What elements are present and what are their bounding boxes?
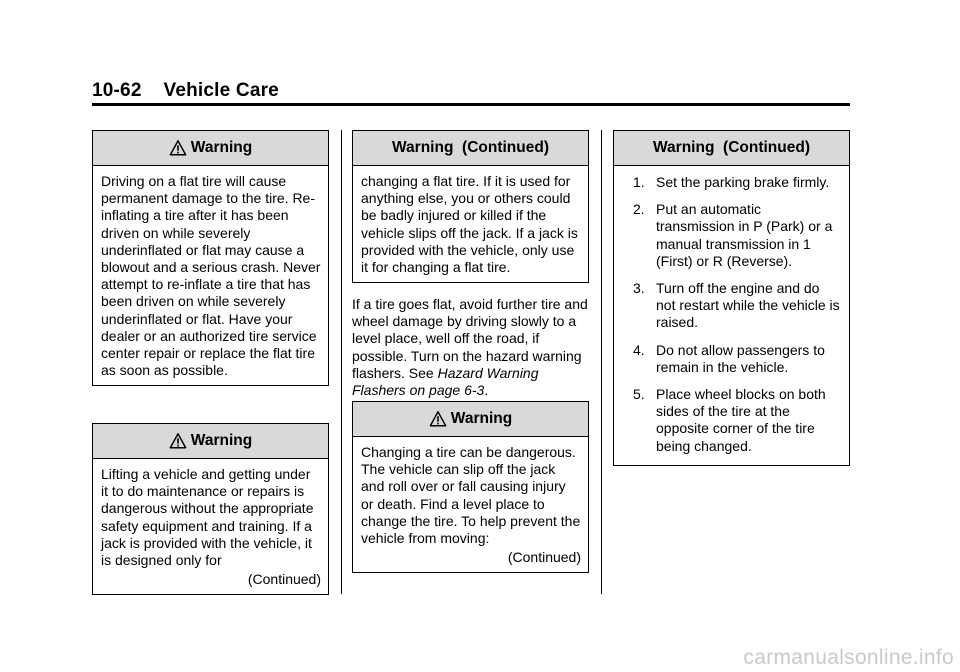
- warning-title: Warning (Continued): [653, 139, 810, 156]
- hazard-flashers-link[interactable]: Hazard Warning Flashers on page 6-3: [352, 364, 539, 399]
- paragraph-end: .: [484, 382, 489, 399]
- warning-triangle-icon: [169, 432, 187, 450]
- warning-body: [353, 437, 588, 572]
- warning-body: Driving on a flat tire will cause permanent damage to the tire. Re-inflating a tire after it has been driven on while severely underinflated or flat may cause a blowout and a serious crash. Never attempt to re-inflate a tire that has been driven on while severely underinflated or flat. Have your dealer or an authorized tire service center repair or replace the flat tire as soon as possible.: [101, 173, 321, 379]
- steps-list: [622, 174, 842, 455]
- paragraph-text: If a tire goes flat, avoid further tire and wheel damage by driving slowly to a level place, well off the road, if possible. Turn on the hazard warning flashers. See: [352, 296, 588, 381]
- warning-title: Warning: [450, 410, 513, 427]
- warning-box-steps: [613, 130, 850, 466]
- warning-box-lifting: [92, 423, 329, 595]
- step-item: 5. Place wheel blocks on both sides of the tire at the opposite corner of the tire being changed.: [633, 386, 826, 454]
- warning-box-header: [93, 424, 328, 459]
- warning-title: Warning: [190, 139, 253, 156]
- warning-title: Warning (Continued): [392, 139, 549, 156]
- column-divider-1: [341, 130, 342, 594]
- step-item: 3. Turn off the engine and do not restart while the vehicle is raised.: [633, 280, 840, 331]
- warning-box-changing-tire: [352, 401, 589, 573]
- warning-body: [614, 166, 849, 455]
- warning-box-header: [614, 131, 849, 166]
- step-item: 4. Do not allow passengers to remain in the vehicle.: [633, 341, 825, 375]
- page-header: [92, 80, 279, 102]
- warning-text: Changing a tire can be dangerous. The vehicle can slip off the jack and roll over or fall causing injury or death. Find a level place to change the tire. To help prevent the vehicle from moving:: [361, 444, 581, 547]
- warning-box-header: [353, 131, 588, 166]
- warning-text: Lifting a vehicle and getting under it to do maintenance or repairs is dangerous without the appropriate safety equipment and training. If a jack is provided with the vehicle, it is designed only for: [101, 466, 314, 569]
- flat-tire-paragraph: [352, 296, 592, 399]
- warning-body: [93, 459, 328, 594]
- warning-triangle-icon: [429, 410, 447, 428]
- section-title: Vehicle Care: [163, 80, 279, 101]
- column-divider-2: [601, 130, 602, 594]
- step-item: 2. Put an automatic transmission in P (Park) or a manual transmission in 1 (First) or R (Reverse).: [633, 201, 833, 269]
- warning-box-flat-tire: [92, 130, 329, 386]
- warning-body: changing a flat tire. If it is used for anything else, you or others could be badly injured or killed if the vehicle slips off the jack. If a jack is provided with the vehicle, only use it for changing a flat tire.: [361, 173, 578, 276]
- watermark: carmanualsonline.info: [743, 646, 954, 669]
- step-item: 1. Set the parking brake firmly.: [633, 174, 830, 190]
- continued-label: (Continued): [507, 549, 581, 566]
- warning-box-continued: [352, 130, 589, 283]
- warning-box-header: [93, 131, 328, 166]
- page-number: 10-62: [92, 80, 142, 101]
- warning-title: Warning: [190, 432, 253, 449]
- continued-label: (Continued): [247, 571, 321, 588]
- header-rule: [92, 103, 850, 106]
- warning-triangle-icon: [169, 139, 187, 157]
- warning-box-header: [353, 402, 588, 437]
